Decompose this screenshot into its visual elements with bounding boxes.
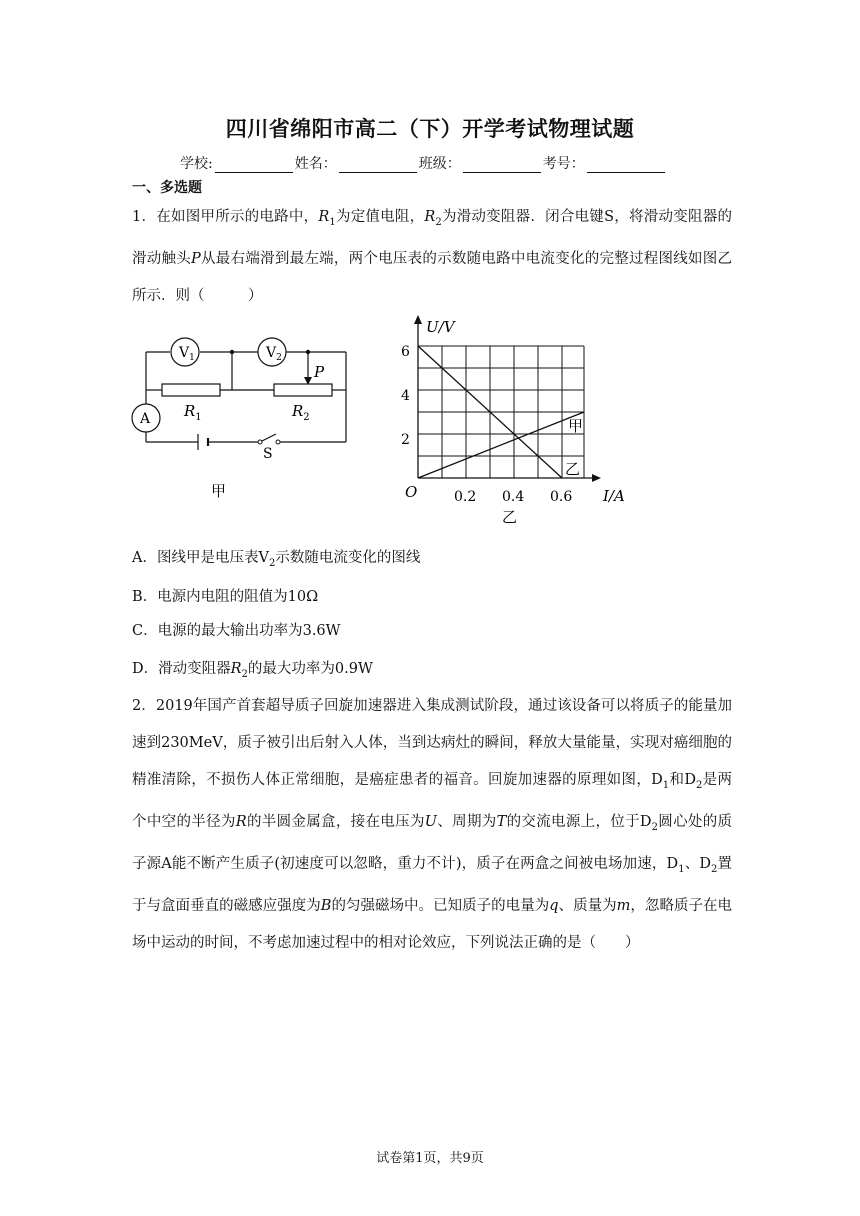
x-tick: 0.6 [550,489,573,505]
r1-symbol: R [318,209,330,225]
circuit-diagram [128,330,358,505]
u-i-graph [398,312,638,527]
section-heading: 一、多选题 [132,180,202,196]
stem-text: 从最右端滑到最左端，两个电压表的示数随电路中电流变化的完整过程图线如图乙所示．则（ ） [132,250,733,304]
r1-label: R [184,402,196,420]
ammeter-label: A [140,411,151,427]
school-label: 学校: [180,156,213,172]
p-symbol: P [191,250,201,267]
r2-subscript: 2 [435,216,442,228]
question-2-stem: 2．2019年国产首套超导质子回旋加速器进入集成测试阶段，通过该设备可以将质子的能量加速到230MeV，质子被引出后射入人体，当到达病灶的瞬间，释放大量能量，实现对癌细胞的精准清除，不损伤人体正常细胞，是癌症患者的福音。回旋加速器的原理如图，$D_1$和$D_2$是两个中空的半径为R的半圆金属盒，接在电压为U、周期为T的交流电源上，位于$D_2$圆心处的质子源A能不断产生质子(初速度可以忽略，重力不计)，质子在两盒之间被电场加速，$D_1$、$D_2$置于与盒面垂直的磁感应强度为B的匀强磁场中。已知质子的电量为q、质量为m，忽略质子在电场中运动的时间，不考虑加速过程中的相对论效应，下列说法正确的是（ ） [132,698,733,951]
exam-no-label: 考号： [542,156,585,172]
school-blank[interactable] [215,158,293,173]
question-1-stem [132,199,732,315]
y-tick: 2 [401,432,410,448]
svg-text:R1 [183,402,202,423]
y-axis-arrow-icon [414,315,422,324]
r2-label: R [292,402,304,420]
option-c[interactable]: C．电源的最大输出功率为3.6W [132,623,341,639]
v1-sub: 1 [189,353,195,363]
x-axis-arrow-icon [592,474,601,482]
r1-sub: 1 [195,412,202,423]
stem-text: 在如图甲所示的电路中， [156,209,319,225]
x-tick: 0.2 [454,489,477,505]
r1-subscript: 1 [329,216,336,228]
v2-label: V [266,345,277,361]
svg-text:U/V [426,318,457,336]
question-number: 1． [132,209,157,225]
y-axis-label: U/V [426,318,455,336]
v1-label: V [179,345,190,361]
page-footer: 试卷第1页，共9页 [376,1151,484,1166]
option-d[interactable]: D．滑动变阻器$R_2$的最大功率为0.9W [132,661,373,680]
student-info-line [180,153,667,173]
name-label: 姓名： [294,156,337,172]
line-label-jia: 甲 [568,417,584,435]
line-label-yi: 乙 [565,460,581,478]
y-tick: 6 [401,344,410,360]
x-axis-label: I/A [603,487,625,505]
circuit-caption: 甲 [211,482,227,500]
option-b[interactable]: B．电源内电阻的阻值为10Ω [132,589,319,605]
option-a[interactable]: A．图线甲是电压表$V_2$示数随电流变化的图线 [132,550,421,569]
svg-text:R2 [291,402,310,423]
origin-label: O [405,483,418,501]
page-title: 四川省绵阳市高二（下）开学考试物理试题 [225,116,635,141]
x-tick: 0.4 [502,489,525,505]
y-tick: 4 [401,388,410,404]
graph-caption: 乙 [502,508,518,526]
r2-sub: 2 [303,412,310,423]
name-blank[interactable] [339,158,417,173]
stem-text: 为滑动变阻器．闭合电键S，将滑动变阻器的滑动触头 [132,209,733,267]
slider-p-label: P [314,363,325,381]
v2-sub: 2 [276,353,282,363]
exam-no-blank[interactable] [587,158,665,173]
switch-label: S [263,446,273,462]
class-label: 班级： [418,156,461,172]
class-blank[interactable] [463,158,541,173]
stem-text: 为定值电阻， [335,209,425,225]
r2-symbol: R [424,209,436,225]
